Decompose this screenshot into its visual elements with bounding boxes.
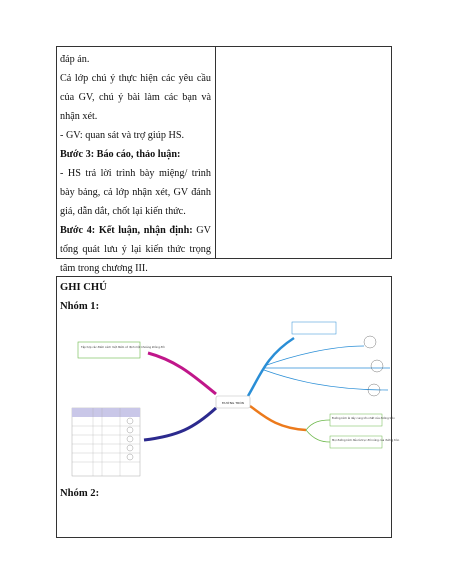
step3-title: Bước 3: Báo cáo, thảo luận:: [60, 149, 181, 160]
green-sub-1: [306, 420, 330, 430]
teacher-instruction: - GV: quan sát và trợ giúp HS.: [60, 130, 185, 141]
center-label: ĐƯỜNG TRÒN: [222, 401, 244, 405]
group1-label: Nhóm 1:: [60, 301, 100, 312]
notes-title: GHI CHÚ: [60, 282, 107, 293]
step4-text: GV tổng quát lưu ý lại kiến thức trọng tâm trong chương III.: [60, 225, 211, 274]
position-table: [72, 408, 140, 476]
left-note-box: [78, 342, 140, 358]
class-instruction: Cả lớp chú ý thực hiện các yêu cầu của GV, chú ý bài làm các bạn và nhận xét.: [60, 73, 211, 122]
right-note-text: Đường kính là dây cung lớn nhất của đường tròn: [332, 417, 395, 420]
upper-left-cell: [60, 50, 211, 278]
step3-text: - HS trả lời trình bày miệng/ trình bày bảng, cả lớp nhận xét, GV đánh giá, dẫn dắt, chốt lại kiến thức.: [60, 168, 211, 217]
right-note-box-2: [330, 436, 382, 448]
mindmap-image: [68, 316, 400, 462]
left-note-text: Tập hợp các điểm cách một điểm cố định một khoảng không đổi: [81, 346, 165, 349]
answer-line: đáp án.: [60, 54, 90, 65]
circle-illustration-1: [364, 336, 376, 348]
right-note-text-2: Mọi đường kính đều là trục đối xứng của đường tròn: [332, 439, 400, 442]
magenta-branch: [148, 353, 216, 394]
green-sub-2: [306, 430, 330, 442]
orange-branch: [250, 406, 306, 430]
group2-label: Nhóm 2:: [60, 488, 100, 499]
top-right-note-box: [292, 322, 336, 334]
table-column-divider: [215, 46, 216, 259]
step4-title: Bước 4: Kết luận, nhận định:: [60, 225, 193, 236]
blue-sub-3: [264, 370, 388, 390]
blue-branch: [248, 338, 294, 396]
navy-branch: [144, 408, 216, 440]
circle-illustration-2: [371, 360, 383, 372]
right-note-box: [330, 414, 382, 426]
step4-paragraph: [60, 221, 211, 278]
